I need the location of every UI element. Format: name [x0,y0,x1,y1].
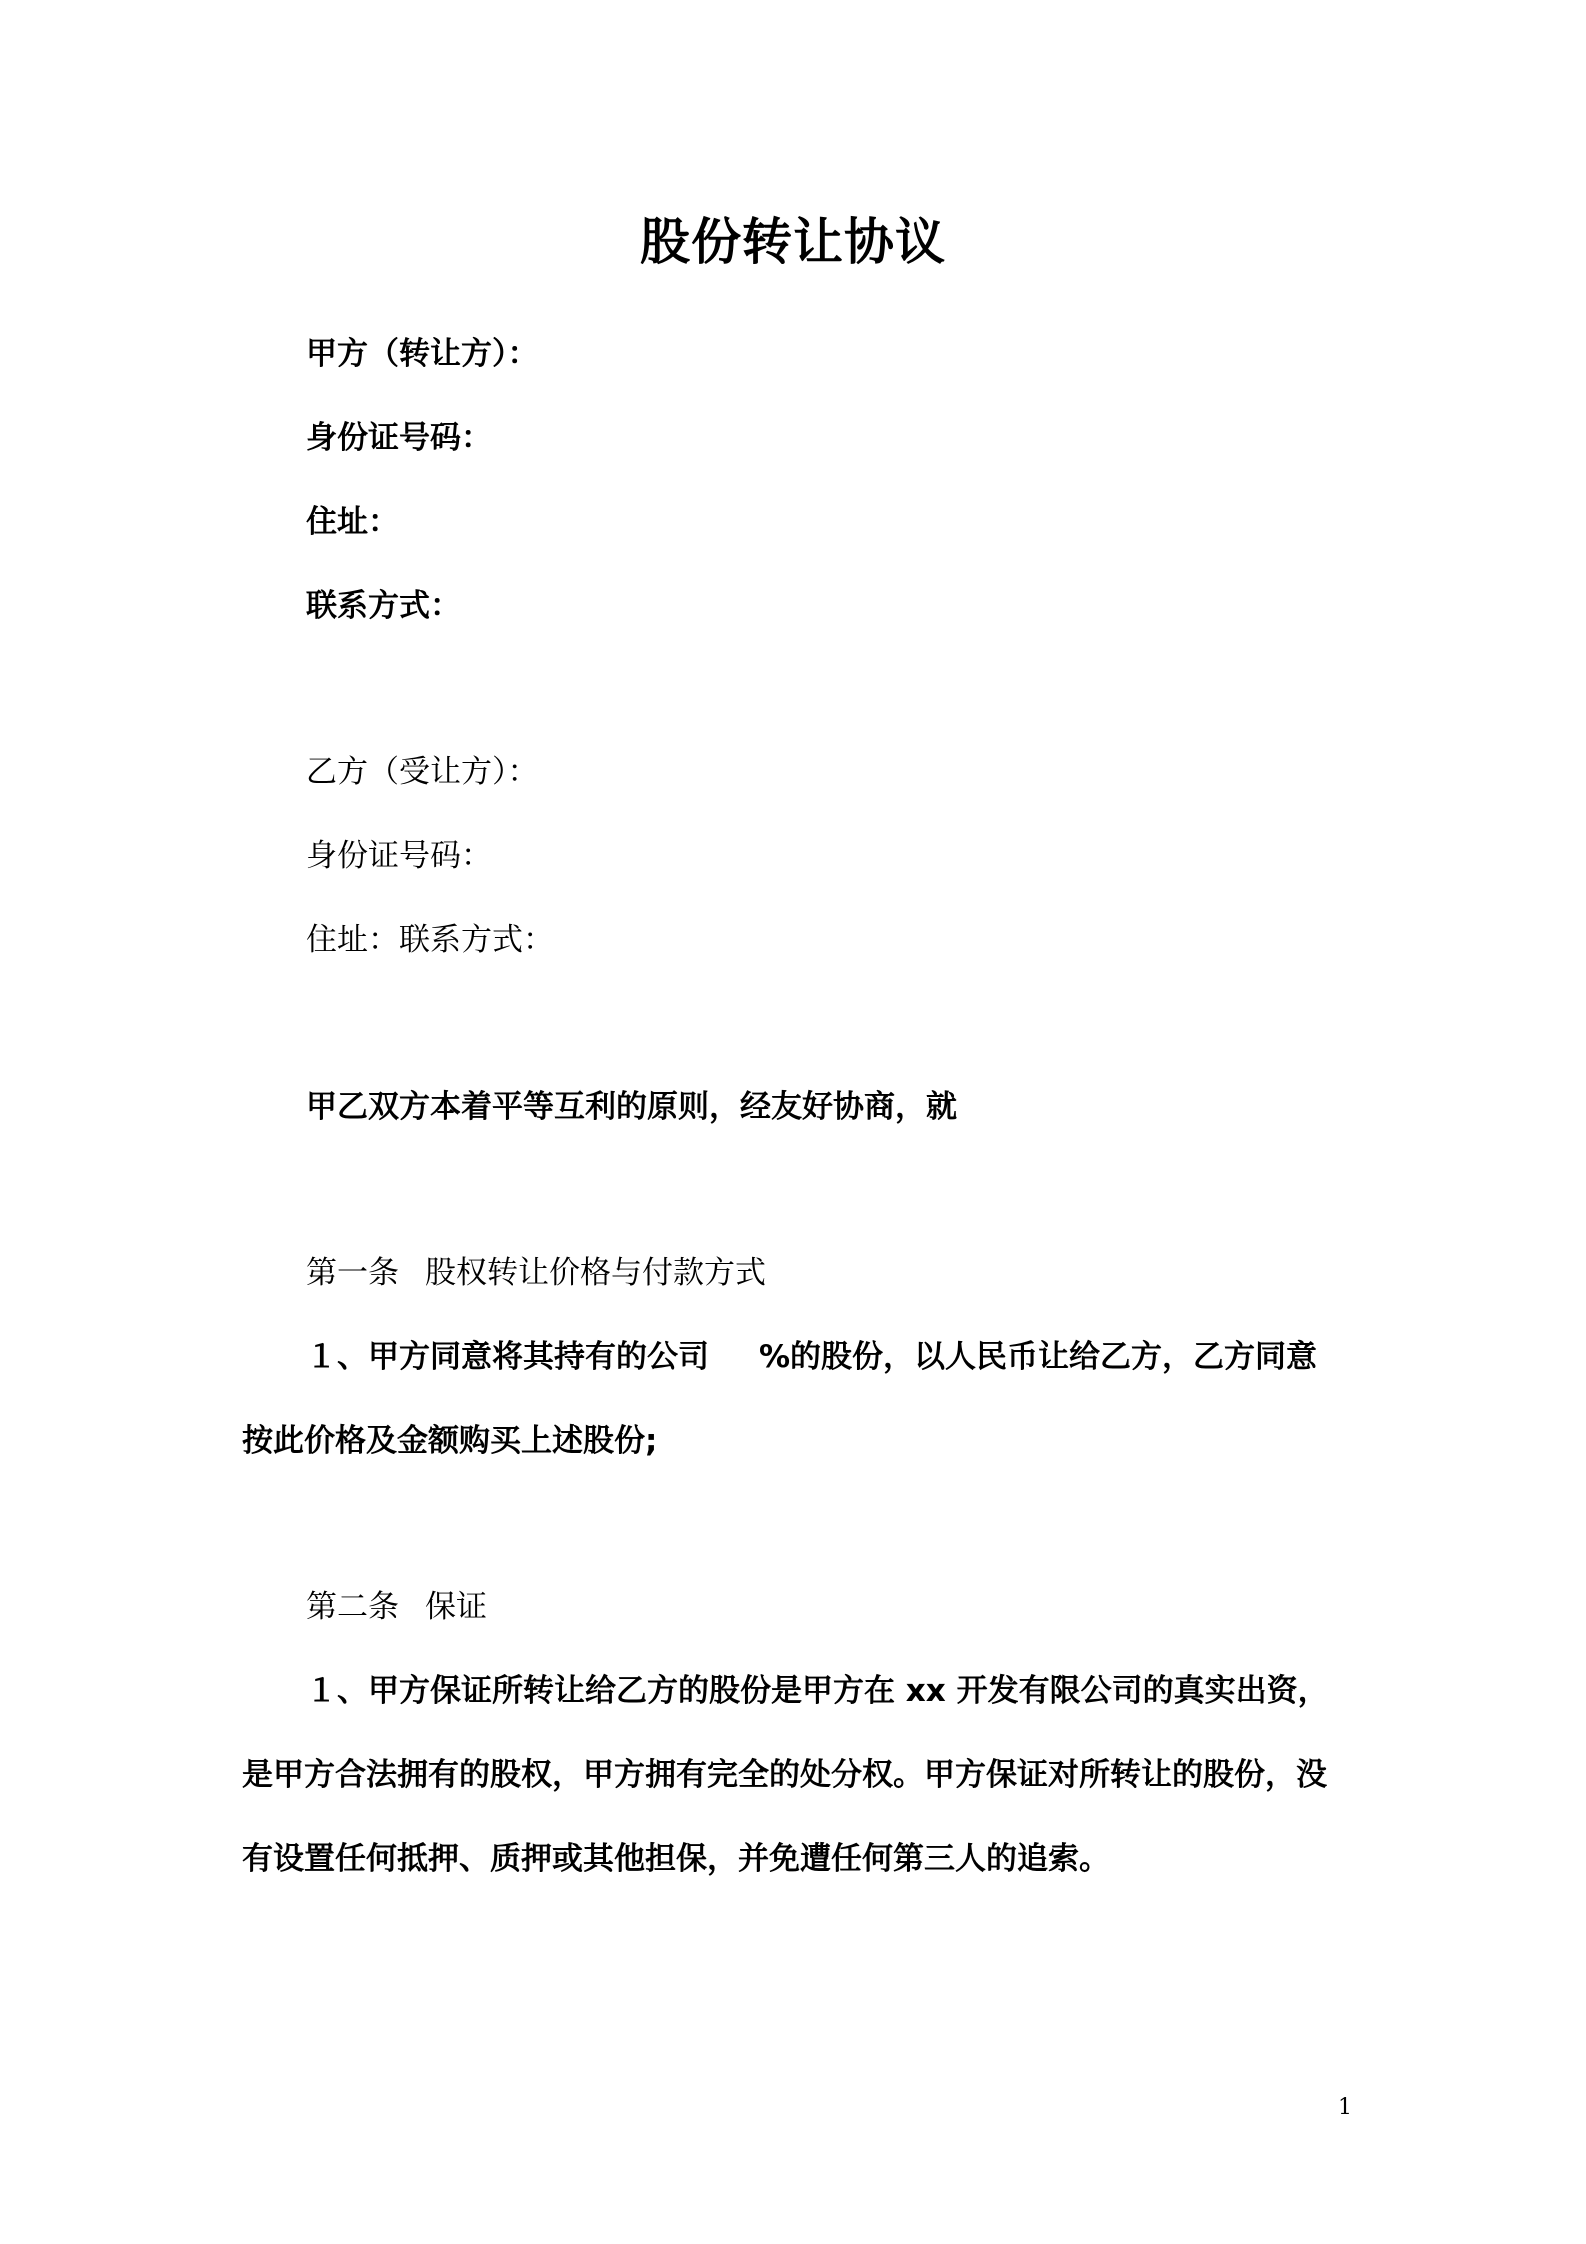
preamble-text: 甲乙双方本着平等互利的原则，经友好协商，就 [306,1089,957,1125]
document-title: 股份转让协议 [640,213,946,271]
article-2-title: 保证 [425,1589,487,1625]
article-1-clause-1-part-2: %的股份，以人民币让给乙方，乙方同意 [759,1339,1318,1375]
article-1-title: 股权转让价格与付款方式 [425,1255,766,1291]
article-1-clause-1-line-2: 按此价格及金额购买上述股份; [242,1423,658,1459]
article-2-clause-1-line-1: １、甲方保证所转让给乙方的股份是甲方在 xx 开发有限公司的真实出资， [306,1673,1329,1709]
article-2-heading [306,1587,487,1627]
article-2-number: 第二条 [306,1589,399,1625]
party-a-address-label: 住址： [306,504,399,540]
article-1-heading [306,1253,766,1293]
party-a-label: 甲方（转让方）： [306,336,539,372]
page-number: 1 [1338,2095,1352,2120]
article-1-number: 第一条 [306,1255,399,1291]
party-a-id-label: 身份证号码： [306,420,492,456]
party-a-contact-label: 联系方式： [306,588,461,624]
party-b-id-label: 身份证号码： [306,838,492,874]
party-b-address-contact-label: 住址：联系方式： [306,922,554,958]
party-b-label: 乙方（受让方）： [306,754,539,790]
article-1-clause-1-line-1 [306,1337,1317,1377]
article-1-clause-1-part-1: １、甲方同意将其持有的公司 [306,1339,709,1375]
article-2-clause-1-line-2: 是甲方合法拥有的股权，甲方拥有完全的处分权。甲方保证对所转让的股份，没 [242,1757,1327,1793]
article-2-clause-1-line-3: 有设置任何抵押、质押或其他担保，并免遭任何第三人的追索。 [242,1841,1110,1877]
